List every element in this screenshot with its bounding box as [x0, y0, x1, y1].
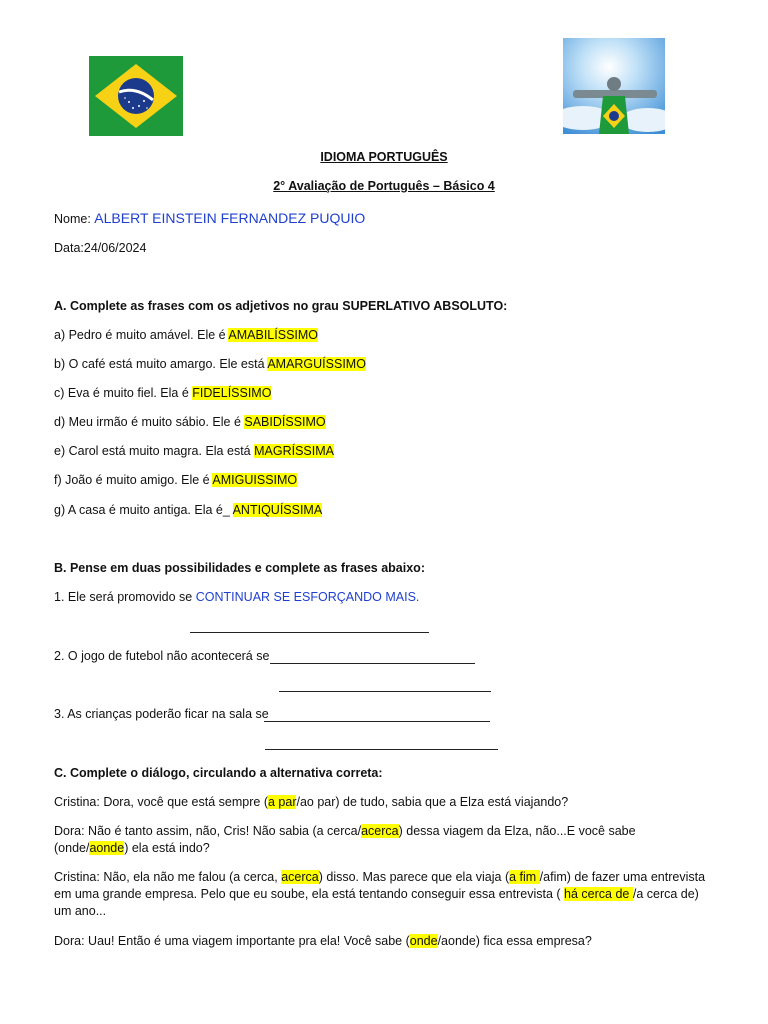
item-prefix: b) O café está muito amargo. Ele está: [54, 357, 268, 371]
brazil-flag-image: [89, 56, 183, 136]
section-b-question-2: 2. O jogo de futebol não acontecerá se: [54, 649, 270, 663]
item-prefix: a) Pedro é muito amável. Ele é: [54, 328, 229, 342]
document-subtitle: 2° Avaliação de Português – Básico 4: [273, 179, 495, 193]
answer-line[interactable]: [190, 632, 429, 633]
item-answer: AMARGUÍSSIMO: [267, 357, 366, 371]
dialogue-text: Dora: Uau! Então é uma viagem importante pra ela! Você sabe (: [54, 934, 410, 948]
date-label: Data:24/06/2024: [54, 241, 147, 255]
item-answer: SABIDÍSSIMO: [244, 415, 326, 429]
answer-line[interactable]: [279, 691, 491, 692]
dialogue-text: Dora: Não é tanto assim, não, Cris! Não sabia (a cerca/: [54, 824, 362, 838]
selected-option[interactable]: onde: [409, 934, 438, 948]
selected-option[interactable]: a fim: [509, 870, 540, 884]
christ-redeemer-photo: [563, 38, 665, 134]
question-text: 1. Ele será promovido se: [54, 590, 196, 604]
selected-option[interactable]: há cerca de: [564, 887, 633, 901]
student-name-label: Nome:: [54, 212, 95, 226]
answer-line[interactable]: [265, 749, 498, 750]
dialogue-text: /a cerca de) um ano...: [54, 887, 699, 918]
dialogue-text: Cristina: Dora, você que está sempre (: [54, 795, 268, 809]
student-name-row: [54, 210, 365, 226]
dialogue-line-4: [54, 933, 714, 950]
section-a-item: [54, 415, 326, 429]
section-a-item: [54, 503, 322, 517]
item-prefix: d) Meu irmão é muito sábio. Ele é: [54, 415, 245, 429]
answer-line[interactable]: [264, 721, 490, 722]
section-a-item: [54, 473, 297, 487]
question-answer: CONTINUAR SE ESFORÇANDO MAIS.: [195, 590, 420, 604]
item-prefix: c) Eva é muito fiel. Ela é: [54, 386, 193, 400]
document-title: IDIOMA PORTUGUÊS: [320, 150, 448, 164]
selected-option[interactable]: aonde: [89, 841, 125, 855]
item-prefix: g) A casa é muito antiga. Ela é_: [54, 503, 233, 517]
section-a-item: [54, 386, 271, 400]
answer-line[interactable]: [270, 663, 475, 664]
item-answer: MAGRÍSSIMA: [254, 444, 334, 458]
dialogue-line-2: [54, 823, 709, 857]
section-c-heading: C. Complete o diálogo, circulando a alternativa correta:: [54, 766, 383, 780]
dialogue-text: ) dessa viagem da Elza, não...E você sabe (onde/: [54, 824, 636, 855]
student-name-value: ALBERT EINSTEIN FERNANDEZ PUQUIO: [94, 210, 366, 226]
section-b-question-3: 3. As crianças poderão ficar na sala se: [54, 707, 269, 721]
dialogue-line-3: [54, 869, 709, 920]
section-b-question-1: [54, 590, 419, 604]
section-a-item: [54, 357, 366, 371]
dialogue-text: ) ela está indo?: [124, 841, 210, 855]
item-answer: ANTIQUÍSSIMA: [232, 503, 323, 517]
section-a-heading: A. Complete as frases com os adjetivos no grau SUPERLATIVO ABSOLUTO:: [54, 299, 508, 313]
section-a-item: [54, 444, 334, 458]
item-answer: AMIGUISSIMO: [212, 473, 298, 487]
dialogue-text: Cristina: Não, ela não me falou (a cerca,: [54, 870, 282, 884]
section-b-heading: B. Pense em duas possibilidades e complete as frases abaixo:: [54, 561, 425, 575]
item-answer: FIDELÍSSIMO: [192, 386, 272, 400]
item-answer: AMABILÍSSIMO: [228, 328, 319, 342]
selected-option[interactable]: acerca: [361, 824, 399, 838]
dialogue-text: /afim) de fazer uma entrevista em uma grande empresa. Pelo que eu soube, ela está tentando conseguir essa entrevista (: [54, 870, 706, 901]
selected-option[interactable]: a par: [267, 795, 297, 809]
dialogue-text: /aonde) fica essa empresa?: [437, 934, 592, 948]
selected-option[interactable]: acerca: [281, 870, 319, 884]
section-a-item: [54, 328, 318, 342]
item-prefix: e) Carol está muito magra. Ela está: [54, 444, 255, 458]
dialogue-text: ) disso. Mas parece que ela viaja (: [318, 870, 510, 884]
dialogue-text: /ao par) de tudo, sabia que a Elza está viajando?: [296, 795, 569, 809]
dialogue-line-1: [54, 794, 714, 811]
item-prefix: f) João é muito amigo. Ele é: [54, 473, 213, 487]
